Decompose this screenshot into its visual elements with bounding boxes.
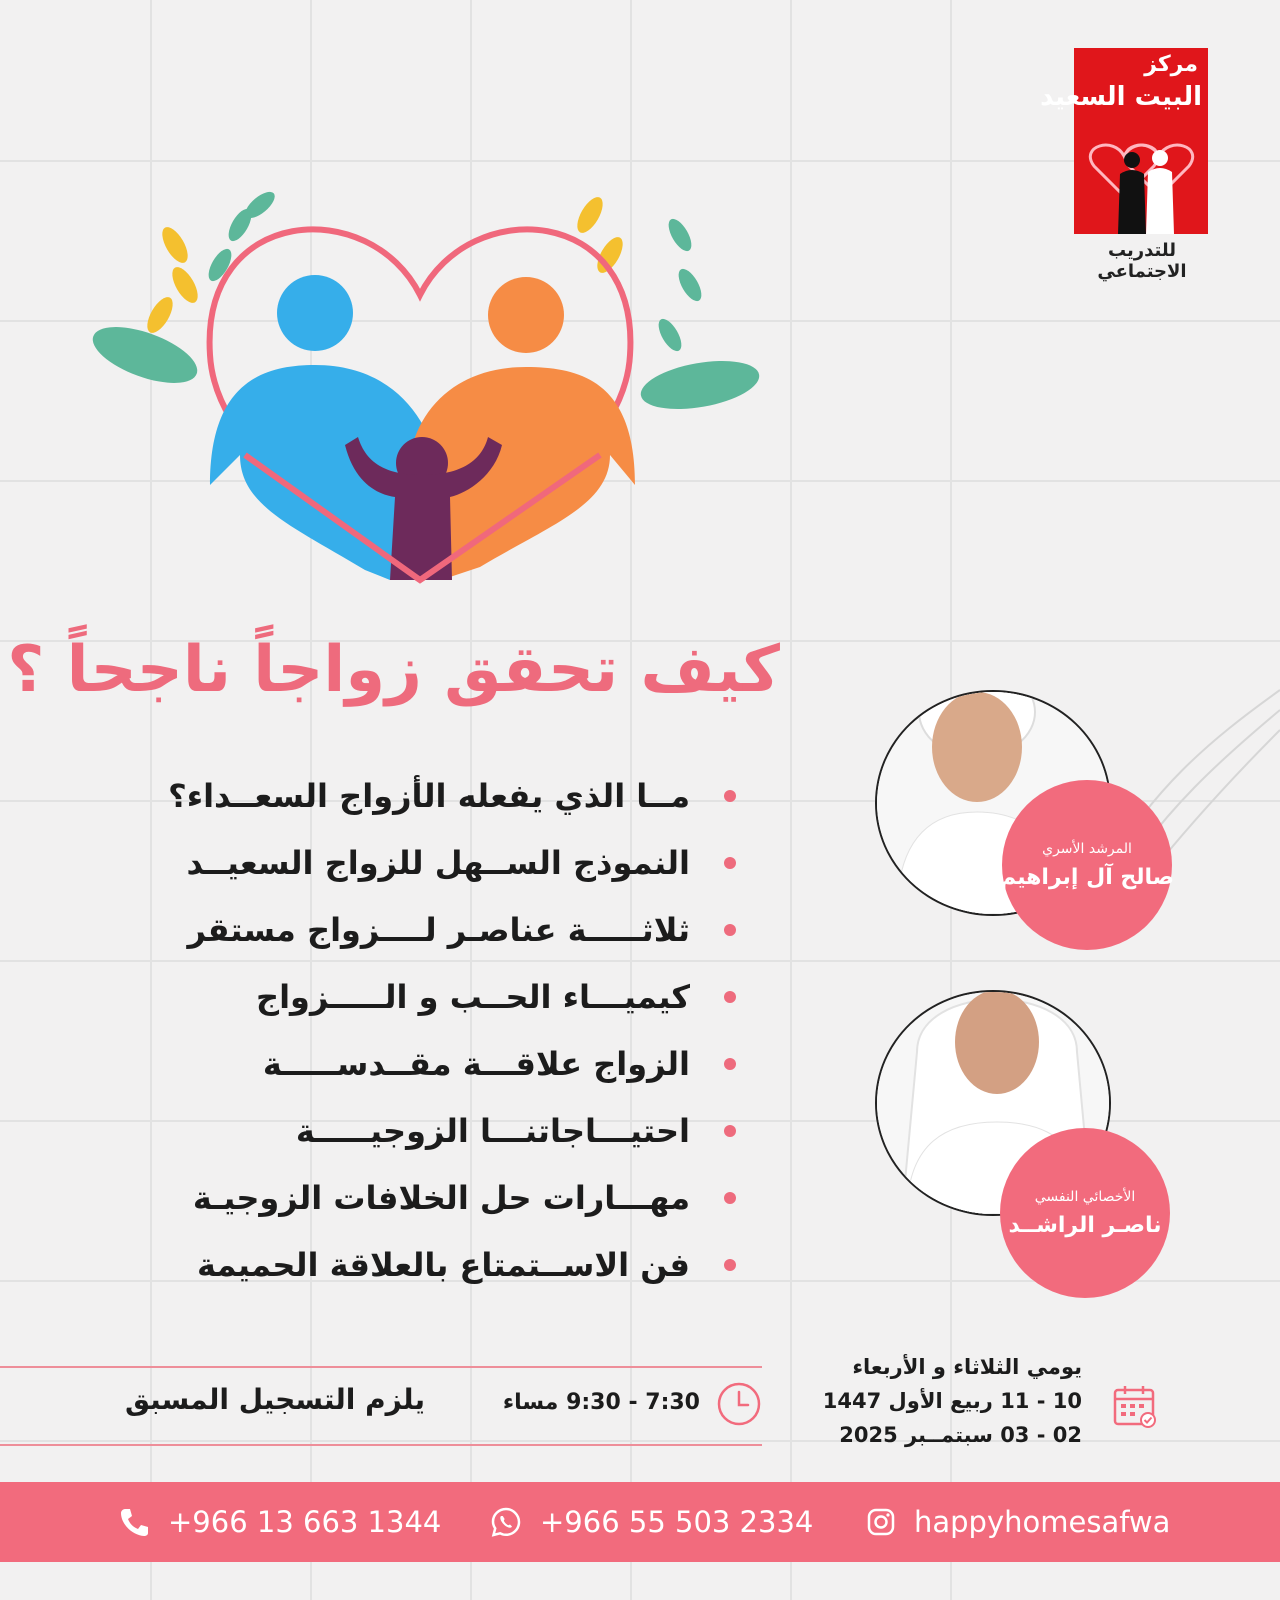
topics-list xyxy=(110,762,740,1298)
logo-subtitle: للتدريب الاجتماعي xyxy=(1097,240,1187,282)
contact-footer xyxy=(0,1482,1280,1562)
bullet-icon xyxy=(724,1259,736,1271)
whatsapp-number: +966 55 503 2334 xyxy=(540,1505,814,1539)
list-item: الزواج علاقـــة مقــدســـــة xyxy=(110,1030,740,1097)
event-gregorian-date: 02 - 03 سبتمــبر 2025 xyxy=(839,1423,1082,1447)
center-logo xyxy=(1040,48,1212,282)
bullet-icon xyxy=(724,1125,736,1137)
logo-line1: مركز xyxy=(1144,52,1198,77)
speaker-badge-1 xyxy=(999,780,1175,950)
speaker-role: الأخصائي النفسي xyxy=(1034,1188,1136,1205)
speaker-badge-2 xyxy=(1000,1128,1170,1298)
family-heart-illustration xyxy=(90,185,770,605)
bullet-icon xyxy=(724,1058,736,1070)
event-days: يومي الثلاثاء و الأربعاء xyxy=(852,1355,1082,1379)
list-item: كيميـــاء الحــب و الـــــزواج xyxy=(110,963,740,1030)
bullet-icon xyxy=(724,790,736,802)
speaker-name: ناصـر الراشــد xyxy=(1008,1212,1162,1238)
instagram-handle: happyhomesafwa xyxy=(914,1505,1171,1539)
bullet-icon xyxy=(724,924,736,936)
whatsapp-icon xyxy=(490,1506,522,1538)
leaves-left-icon xyxy=(90,187,279,394)
event-time: 7:30 - 9:30 مساء xyxy=(502,1390,700,1415)
bullet-icon xyxy=(724,1192,736,1204)
logo-line2: البيت السعيد xyxy=(1040,82,1202,112)
bullet-icon xyxy=(724,857,736,869)
bullet-icon xyxy=(724,991,736,1003)
calendar-icon xyxy=(1112,1384,1158,1428)
list-item: ثلاثـــــة عناصـر لــــزواج مستقر xyxy=(110,896,740,963)
phone-contact[interactable] xyxy=(118,1482,441,1562)
event-hijri-date: 10 - 11 ربيع الأول 1447 xyxy=(822,1389,1082,1413)
speaker-role: المرشد الأسري xyxy=(1042,840,1132,857)
whatsapp-contact[interactable] xyxy=(490,1482,813,1562)
leaves-right-icon xyxy=(572,193,763,417)
divider-bottom xyxy=(0,1444,762,1446)
page-title: كيف تحقق زواجاً ناجحاً ؟ xyxy=(7,633,780,707)
couple-hearts-icon xyxy=(1074,126,1208,234)
list-item: مهـــارات حل الخلافات الزوجيـة xyxy=(110,1164,740,1231)
event-dates xyxy=(820,1350,1082,1452)
phone-icon xyxy=(118,1506,150,1538)
instagram-icon xyxy=(866,1507,896,1537)
list-item: احتيـــاجاتنـــا الزوجيـــــة xyxy=(110,1097,740,1164)
list-item: النموذج الســهل للزواج السعيــد xyxy=(110,829,740,896)
logo-badge xyxy=(1040,48,1208,234)
list-item: مــا الذي يفعله الأزواج السعــداء؟ xyxy=(110,762,740,829)
registration-note: يلزم التسجيل المسبق xyxy=(124,1383,425,1416)
speaker-name: صالح آل إبراهيم xyxy=(999,864,1175,890)
clock-icon xyxy=(716,1381,762,1427)
instagram-contact[interactable] xyxy=(866,1482,1170,1562)
divider-top xyxy=(0,1366,762,1368)
phone-number: +966 13 663 1344 xyxy=(168,1505,442,1539)
list-item: فن الاســتمتاع بالعلاقة الحميمة xyxy=(110,1231,740,1298)
